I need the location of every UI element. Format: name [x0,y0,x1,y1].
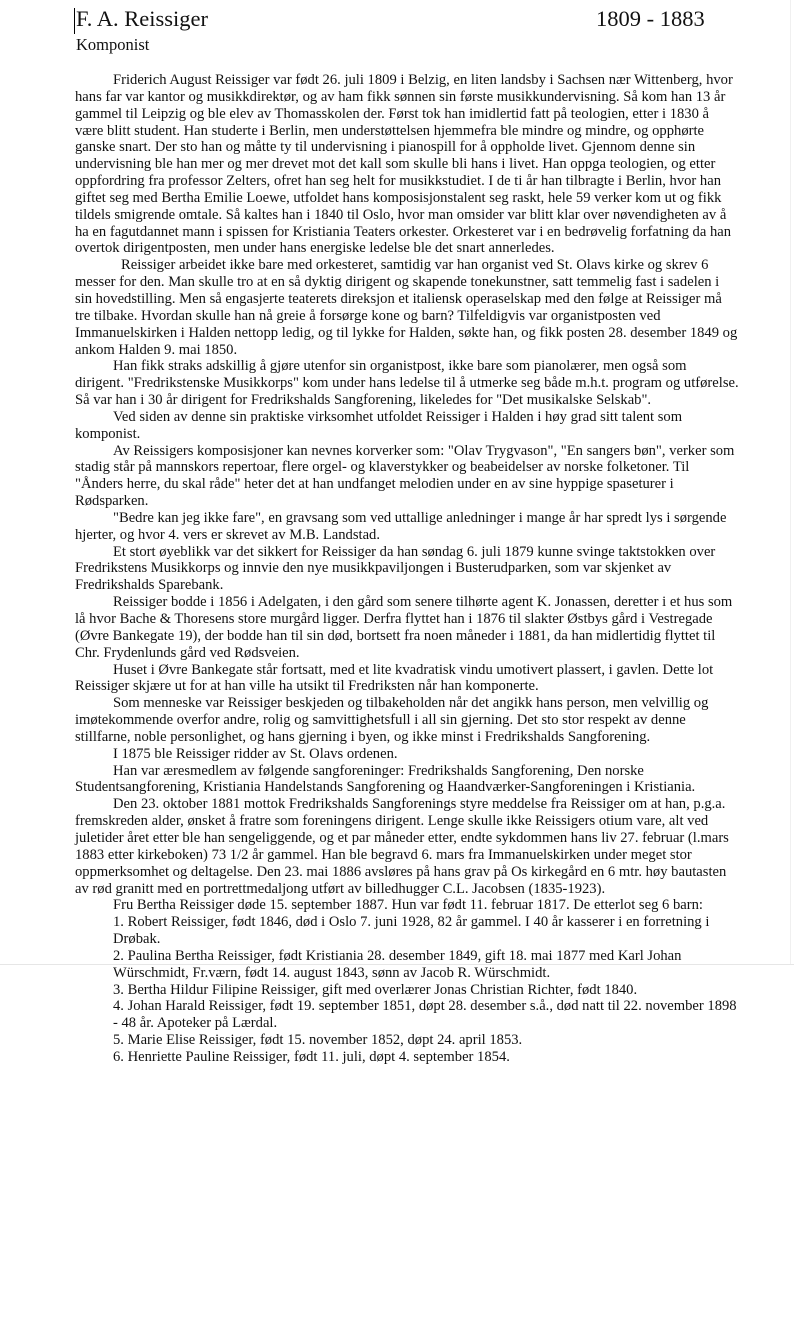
paragraph-death: Den 23. oktober 1881 mottok Fredrikshalds Sangforenings styre meddelse fra Reissiger om at han, p.g.a. fremskreden alder, ønsket å fratre som foreningens dirigent. Lenge skulle ikke Reissigers otium vare, alt ved juletider året etter ble han sengeliggende, og et par måneder etter, endte sykdommen hans liv 27. februar (l.mars 1883 etter kirkeboken) 73 1/2 år gammel. Han ble begravd 6. mars fra Immanuelskirken under meget stor oppmerksomhet og deltagelse. Den 23. mai 1886 avsløres på hans grav på Os kirkegård en 6 mtr. høy bautasten av rød granitt med en portrettmedaljong utført av billedhugger C.L. Jacobsen (1835-1923). [75,796,729,897]
list-item-child-3: 3. Bertha Hildur Filipine Reissiger, gift med overlærer Jonas Christian Richter, født 1840. [113,981,638,998]
paragraph-composer: Ved siden av denne sin praktiske virksomhet utfoldet Reissiger i Halden i høy grad sitt talent som komponist. [75,408,683,442]
paragraph-character: Som menneske var Reissiger beskjeden og tilbakeholden når det angikk hans person, men velvillig og imøtekommende overfor andre, rolig og samvittighetsfull i all sin gjerning. Det sto stor respekt av denne stillfarne, noble personlighet, og hans gjerning i byen, og ikke minst i Fredrikshalds Sangforening. [75,695,709,745]
document-subtitle: Komponist [76,35,150,54]
list-item-child-1: 1. Robert Reissiger, født 1846, død i Oslo 7. juni 1928, 82 år gammel. I 40 år kasserer i en forretning i Drøbak. [113,914,710,948]
list-item-child-5: 5. Marie Elise Reissiger, født 15. november 1852, døpt 24. april 1853. [113,1032,523,1049]
life-years: 1809 - 1883 [596,6,705,31]
paragraph-compositions: Av Reissigers komposisjoner kan nevnes korverker som: "Olav Trygvason", "En sangers bøn", verker som stadig står på mannskors repertoar, flere orgel- og klaverstykker og beabeidelser av norske folketoner. Til "Ånders herre, du skal råde" heter det at han undfanget melodien under en av sine hyppige spaseturer i Rødsparken. [75,442,735,510]
document-title: F. A. Reissiger [76,6,208,31]
paragraph-knighthood: I 1875 ble Reissiger ridder av St. Olavs ordenen. [113,745,398,762]
paragraph-house: Huset i Øvre Bankegate står fortsatt, med et lite kvadratisk vindu umotivert plassert, i gavlen. Dette lot Reissiger skjære ut for at han ville ha utsikt til Fredriksten når han komponerte. [75,661,714,695]
paragraph-funeral-song: "Bedre kan jeg ikke fare", en gravsang som ved uttallige anledninger i mange år har spredt lys i sørgende hjerter, og hvor 4. vers er skrevet av M.B. Landstad. [75,509,727,543]
paragraph-organist: Reissiger arbeidet ikke bare med orkesteret, samtidig var han organist ved St. Olavs kirke og skrev 6 messer for den. Man skulle tro at en så dyktig dirigent og skapende tonekunstner, satt temmelig fast i sadelen i sin hovedstilling. Men så engasjerte teaterets direksjon et italiensk operaselskap med den følge at Reissiger må tre tilbake. Hvordan skulle han nå greie å forsørge kone og barn? Tilfeldigvis var organistposten ved Immanuelskirken i Halden nettopp ledig, og til lykke for Halden, søkte han, og fikk posten 28. desember 1849 og ankom Halden 9. mai 1850. [75,257,738,358]
paragraph-family: Fru Bertha Reissiger døde 15. september 1887. Hun var født 11. februar 1817. De etterlot seg 6 barn: [113,897,703,914]
list-item-child-2: 2. Paulina Bertha Reissiger, født Kristiania 28. desember 1849, gift 18. mai 1877 med Karl Johan Würschmidt, Fr.værn, født 14. august 1843, sønn av Jacob R. Würschmidt. [113,947,682,981]
list-item-child-6: 6. Henriette Pauline Reissiger, født 11. juli, døpt 4. september 1854. [113,1048,510,1065]
paragraph-honorary-member: Han var æresmedlem av følgende sangforeninger: Fredrikshalds Sangforening, Den norske Studentsangforening, Kristiania Handelstands Sangforening og Haandværker-Sangforeningen i Kristiania. [75,762,696,796]
page-seam-divider [0,964,794,965]
paragraph-residences: Reissiger bodde i 1856 i Adelgaten, i den gård som senere tilhørte agent K. Jonassen, deretter i et hus som lå hvor Bache & Thoresens store murgård ligger. Derfra flyttet han i 1876 til slakter Østbys gård i Vestregade (Øvre Bankegate 19), der bodde han til sin død, bortsett fra noen måneder i 1881, da han midlertidig flyttet til Chr. Frydenlunds gård ved Rødsveien. [75,594,733,661]
paragraph-conductor: Han fikk straks adskillig å gjøre utenfor sin organistpost, ikke bare som pianolærer, men også som dirigent. "Fredrikstenske Musikkorps" kom under hans ledelse til å utmerke seg både m.h.t. program og utførelse. Så var han i 30 år dirigent for Fredrikshalds Sangforening, likeledes for "Det musikalske Selskab". [75,358,739,409]
list-item-child-4: 4. Johan Harald Reissiger, født 19. september 1851, døpt 28. desember s.å., død natt til 22. november 1898 - 48 år. Apoteker på Lærdal. [113,998,737,1032]
page-edge-rule [790,0,791,964]
text-cursor [74,8,75,34]
document-body [75,72,739,1066]
paragraph-biography-intro: Friderich August Reissiger var født 26. juli 1809 i Belzig, en liten landsby i Sachsen nær Wittenberg, hvor hans far var kantor og musikkdirektør, og av ham fikk sønnen sin første musikkundervisning. Så kom han 13 år gammel til Leipzig og ble elev av Thomasskolen der. Først tok han imidlertid fatt på teologien, etter i 1830 å være blitt student. Han studerte i Berlin, men understøttelsen hjemmefra ble mindre og mindre, og opphørte ganske snart. Der sto han og måtte ty til undervisning i pianospill for å oppholde livet. Gjennom denne sin undervisning ble han mer og mer drevet mot det kall som skulle bli hans i livet. Han oppga teologien, og etter oppfordring fra professor Zelters, ofret han seg helt for musikkstudiet. I de ti år han tilbragte i Berlin, hvor han giftet seg med Bertha Emilie Loewe, utfoldet hans komposisjonstalent seg raskt, hele 59 verker kom ut og fikk tildels smigrende omtale. Så kaltes han i 1840 til Oslo, hvor man omsider var blitt klar over nøvendigheten av å ha en fagutdannet mann i spissen for Kristiania Teaters orkester. Orkesteret var i en bedrøvelig forfatning da han overtok dirigentposten, men under hans energiske ledelse ble det snart annerledes. [75,72,733,257]
paragraph-pavilion: Et stort øyeblikk var det sikkert for Reissiger da han søndag 6. juli 1879 kunne svinge taktstokken over Fredrikstens Musikkorps og innvie den nye musikkpaviljongen i Busterudparken, som var skjenket av Fredrikshalds Sparebank. [75,543,716,594]
